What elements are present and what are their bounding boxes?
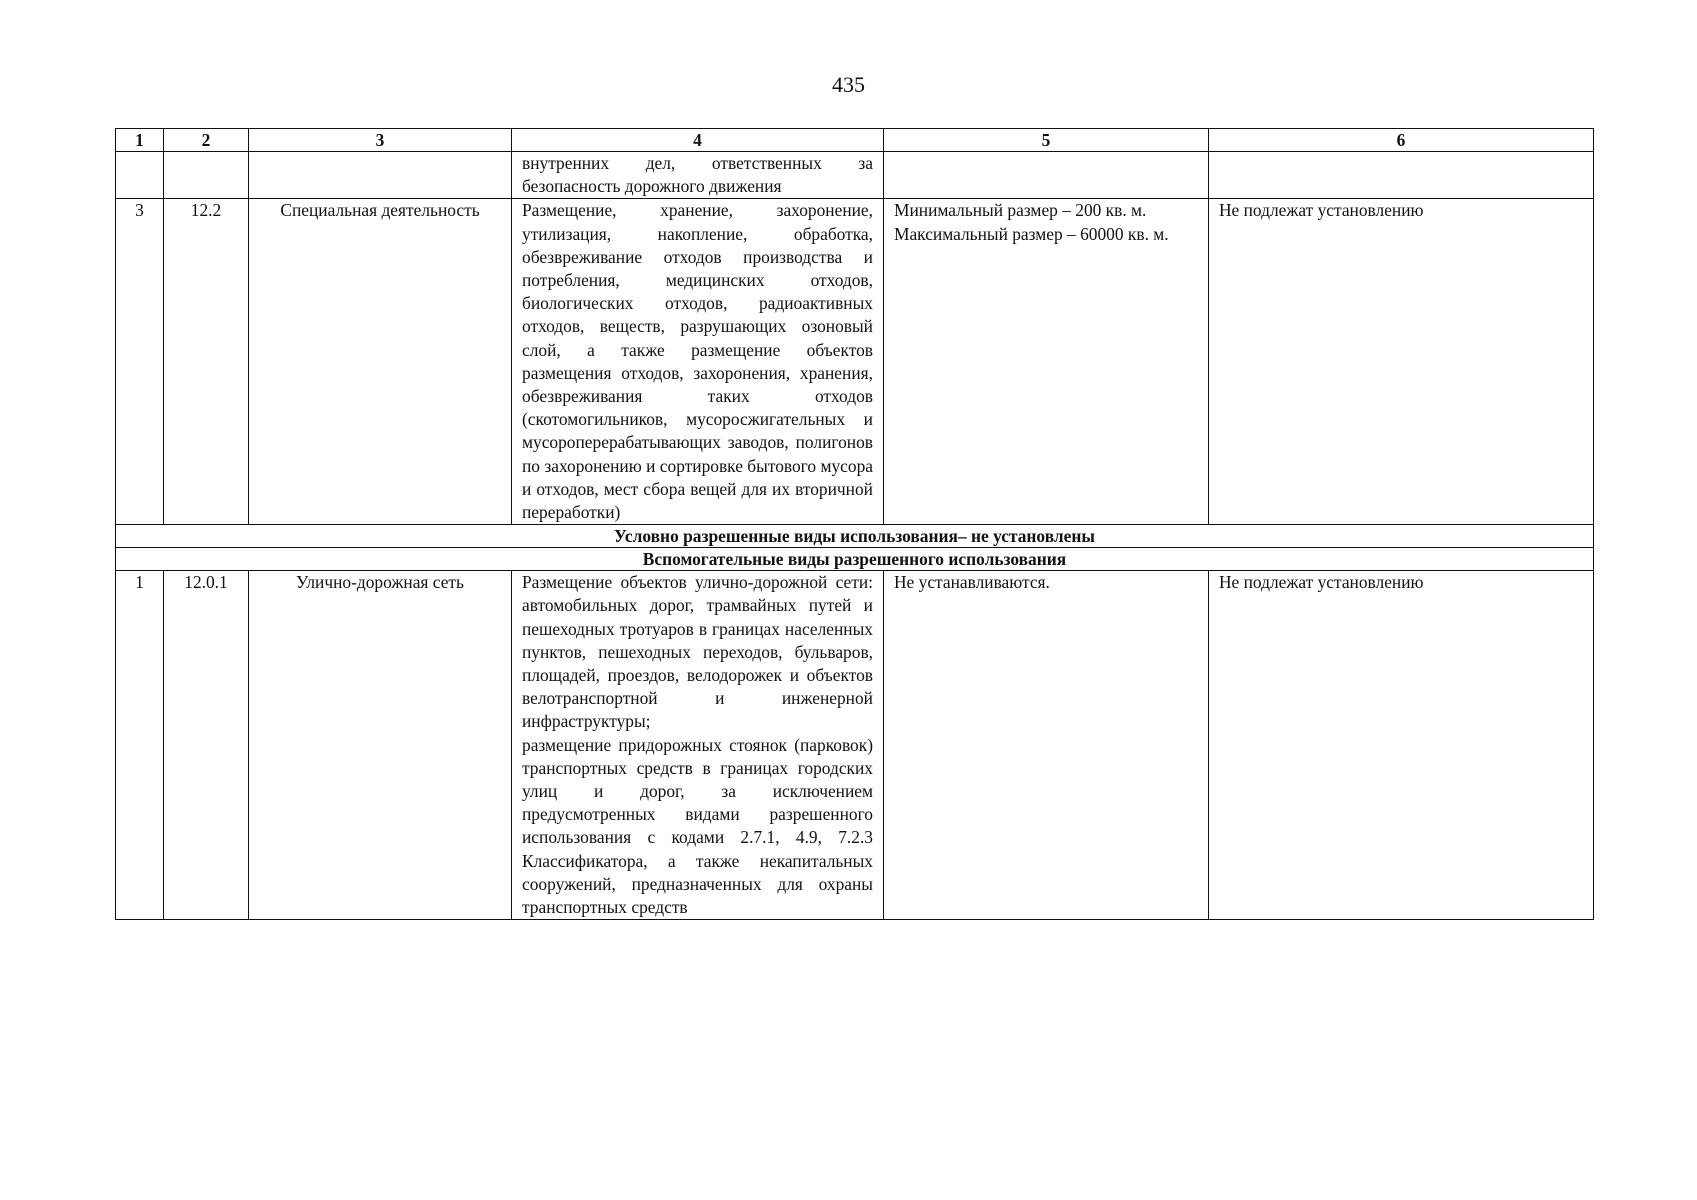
zoning-table <box>115 128 1594 920</box>
table-row <box>116 152 1594 199</box>
description-cell: внутренних дел, ответственных за безопасность дорожного движения <box>512 152 884 199</box>
section-heading-auxiliary: Вспомогательные виды разрешенного использования <box>116 548 1594 571</box>
page-number: 435 <box>832 72 865 97</box>
table-header-row <box>116 129 1594 152</box>
size-cell: Не устанавливаются. <box>884 571 1209 920</box>
limits-cell: Не подлежат установлению <box>1209 571 1594 920</box>
section-heading-conditional: Условно разрешенные виды использования– не установлены <box>116 525 1594 548</box>
description-cell <box>512 571 884 920</box>
size-max: Максимальный размер – 60000 кв. м. <box>894 223 1169 244</box>
use-name-cell: Специальная деятельность <box>249 199 512 525</box>
empty-cell <box>884 152 1209 199</box>
table-row <box>116 199 1594 525</box>
section-row <box>116 548 1594 571</box>
header-cell: 2 <box>164 129 249 152</box>
empty-cell <box>1209 152 1594 199</box>
empty-cell <box>164 152 249 199</box>
size-min: Минимальный размер – 200 кв. м. <box>894 200 1147 221</box>
use-name-cell: Улично-дорожная сеть <box>249 571 512 920</box>
header-cell: 3 <box>249 129 512 152</box>
row-number-cell: 3 <box>116 199 164 525</box>
description-paragraph: Размещение объектов улично-дорожной сети: автомобильных дорог, трамвайных путей и пешеходных тротуаров в границах населенных пунктов, пешеходных переходов, бульваров, площадей, проездов, велодорожек и объектов велотранспортной и инженерной инфраструктуры; <box>522 572 873 732</box>
header-cell: 4 <box>512 129 884 152</box>
code-cell: 12.0.1 <box>164 571 249 920</box>
header-cell: 1 <box>116 129 164 152</box>
size-cell <box>884 199 1209 525</box>
table-row <box>116 571 1594 920</box>
empty-cell <box>249 152 512 199</box>
description-paragraph: размещение придорожных стоянок (парковок) транспортных средств в границах городских улиц и дорог, за исключением предусмотренных видами разрешенного использования с кодами 2.7.1, 4.9, 7.2.3 Классификатора, а также некапитальных сооружений, предназначенных для охраны транспортных средств <box>522 734 873 918</box>
header-cell: 6 <box>1209 129 1594 152</box>
section-row <box>116 525 1594 548</box>
description-cell: Размещение, хранение, захоронение, утилизация, накопление, обработка, обезвреживание отходов производства и потребления, медицинских отходов, биологических отходов, радиоактивных отходов, веществ, разрушающих озоновый слой, а также размещение объектов размещения отходов, захоронения, хранения, обезвреживания таких отходов (скотомогильников, мусоросжигательных и мусороперерабатывающих заводов, полигонов по захоронению и сортировке бытового мусора и отходов, мест сбора вещей для их вторичной переработки) <box>512 199 884 525</box>
empty-cell <box>116 152 164 199</box>
code-cell: 12.2 <box>164 199 249 525</box>
limits-cell: Не подлежат установлению <box>1209 199 1594 525</box>
header-cell: 5 <box>884 129 1209 152</box>
row-number-cell: 1 <box>116 571 164 920</box>
